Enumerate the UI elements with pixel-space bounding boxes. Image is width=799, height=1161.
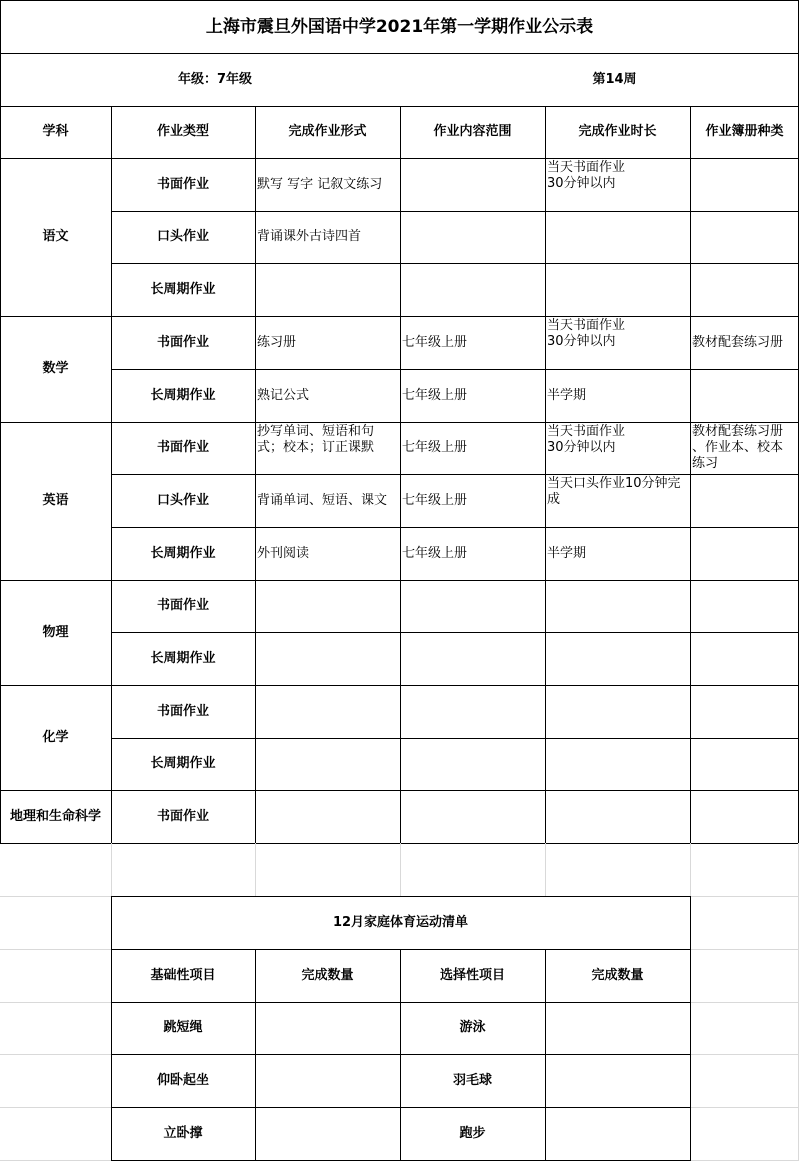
gridline-faint <box>400 843 401 896</box>
header-duration: 完成作业时长 <box>578 124 657 139</box>
homework-type-cell: 书面作业 <box>156 703 209 719</box>
exercise-optional-item: 游泳 <box>459 1020 486 1035</box>
grid-line <box>690 896 691 1161</box>
homework-form-cell <box>255 685 400 738</box>
homework-duration-cell <box>545 685 690 738</box>
grid-line <box>111 211 799 212</box>
exercise-optional-item: 羽毛球 <box>452 1072 492 1088</box>
homework-scope-cell <box>400 211 545 263</box>
gridline-faint <box>0 1002 111 1003</box>
grid-line <box>111 106 112 844</box>
grid-line <box>111 1054 691 1055</box>
homework-books-cell <box>690 527 799 580</box>
homework-duration-cell <box>545 632 690 685</box>
subject-cell: 数学 <box>42 361 69 376</box>
gridline-faint <box>690 1002 799 1003</box>
gridline-faint <box>690 843 691 896</box>
exercise-header-basic: 基础性项目 <box>150 967 216 983</box>
homework-scope-cell <box>400 632 545 685</box>
homework-form-cell <box>255 790 400 843</box>
subject-cell: 化学 <box>42 729 69 745</box>
subject-cell: 英语 <box>42 493 69 508</box>
homework-duration-cell <box>545 580 690 632</box>
homework-duration-cell <box>545 790 690 843</box>
homework-duration-cell: 当天书面作业 30分钟以内 <box>547 160 626 191</box>
gridline-faint <box>0 949 111 950</box>
exercise-title: 12月家庭体育运动清单 <box>332 914 469 930</box>
homework-type-cell: 长周期作业 <box>150 545 216 561</box>
homework-books-cell: 教材配套练习册 <box>692 334 784 350</box>
grid-line <box>545 106 546 844</box>
grid-line <box>111 474 799 475</box>
grid-line <box>0 0 1 844</box>
homework-scope-cell: 七年级上册 <box>402 545 468 561</box>
homework-books-cell <box>690 738 799 790</box>
homework-scope-cell <box>400 580 545 632</box>
homework-duration-cell <box>545 738 690 790</box>
homework-duration-cell: 当天书面作业 30分钟以内 <box>547 318 626 349</box>
grid-line <box>111 738 799 739</box>
homework-scope-cell: 七年级上册 <box>402 387 468 403</box>
homework-scope-cell <box>400 158 545 211</box>
homework-type-cell: 长周期作业 <box>150 281 216 297</box>
homework-books-cell <box>690 474 799 527</box>
homework-type-cell: 口头作业 <box>156 229 209 244</box>
grid-line <box>111 1107 691 1108</box>
subject-cell: 语文 <box>42 229 69 244</box>
week-label: 第14周 <box>592 71 637 87</box>
homework-form-cell: 背诵课外古诗四首 <box>257 229 362 244</box>
homework-form-cell: 练习册 <box>257 334 297 350</box>
homework-type-cell: 长周期作业 <box>150 387 216 403</box>
gridline-faint <box>0 1054 111 1055</box>
homework-form-cell <box>255 580 400 632</box>
grid-line <box>400 949 401 1161</box>
homework-duration-cell: 当天口头作业10分钟完 成 <box>547 476 681 507</box>
grid-line <box>0 53 799 54</box>
exercise-basic-count <box>255 1107 400 1160</box>
gridline-faint <box>690 1107 799 1108</box>
subject-cell: 物理 <box>42 624 69 640</box>
grade-label: 年级：7年级 <box>177 71 253 87</box>
grid-line <box>111 263 799 264</box>
grid-line <box>255 106 256 844</box>
homework-type-cell: 书面作业 <box>156 334 209 350</box>
grid-line <box>111 369 799 370</box>
grid-line <box>690 106 691 844</box>
homework-duration-cell: 当天书面作业 30分钟以内 <box>547 424 626 455</box>
gridline-faint <box>0 1107 111 1108</box>
homework-type-cell: 书面作业 <box>156 176 209 192</box>
homework-scope-cell <box>400 263 545 316</box>
grid-line <box>111 527 799 528</box>
grid-line <box>111 632 799 633</box>
homework-type-cell: 口头作业 <box>156 492 209 508</box>
grid-line <box>545 949 546 1161</box>
homework-scope-cell <box>400 738 545 790</box>
exercise-basic-item: 立卧撑 <box>163 1125 203 1141</box>
homework-books-cell <box>690 263 799 316</box>
homework-scope-cell: 七年级上册 <box>402 334 468 350</box>
homework-books-cell <box>690 580 799 632</box>
homework-scope-cell <box>400 685 545 738</box>
exercise-header-optional-count: 完成数量 <box>591 967 644 983</box>
homework-books-cell <box>690 632 799 685</box>
homework-duration-cell: 半学期 <box>547 545 587 561</box>
homework-form-cell: 外刊阅读 <box>257 545 310 561</box>
exercise-optional-count <box>545 1054 690 1107</box>
homework-books-cell <box>690 158 799 211</box>
exercise-optional-count <box>545 1107 690 1160</box>
homework-duration-cell: 半学期 <box>547 387 587 403</box>
exercise-optional-count <box>545 1002 690 1054</box>
header-books: 作业簿册种类 <box>705 124 784 139</box>
homework-form-cell <box>255 632 400 685</box>
homework-form-cell: 熟记公式 <box>257 387 310 403</box>
homework-form-cell: 背诵单词、短语、课文 <box>257 492 388 508</box>
homework-form-cell <box>255 738 400 790</box>
homework-scope-cell <box>400 790 545 843</box>
exercise-basic-count <box>255 1054 400 1107</box>
homework-type-cell: 长周期作业 <box>150 756 216 771</box>
homework-type-cell: 书面作业 <box>156 440 209 455</box>
homework-books-cell <box>690 685 799 738</box>
homework-form-cell: 抄写单词、短语和句 式；校本；订正课默 <box>257 424 375 455</box>
homework-type-cell: 长周期作业 <box>150 650 216 666</box>
exercise-header-basic-count: 完成数量 <box>301 967 354 983</box>
grid-line <box>111 896 112 1161</box>
grid-line <box>111 1002 691 1003</box>
gridline-faint <box>255 843 256 896</box>
grid-line <box>0 0 799 1</box>
homework-books-cell: 教材配套练习册 、作业本、校本 练习 <box>692 424 784 471</box>
subject-cell: 地理和生命科学 <box>9 808 101 824</box>
homework-type-cell: 书面作业 <box>156 598 209 613</box>
grid-line <box>111 896 691 897</box>
gridline-faint <box>545 843 546 896</box>
homework-books-cell <box>690 211 799 263</box>
exercise-header-optional: 选择性项目 <box>439 967 505 983</box>
homework-type-cell: 书面作业 <box>156 808 209 824</box>
homework-duration-cell <box>545 263 690 316</box>
homework-books-cell <box>690 369 799 422</box>
grid-line <box>255 949 256 1161</box>
page-title: 上海市震旦外国语中学2021年第一学期作业公示表 <box>205 16 594 37</box>
exercise-basic-item: 仰卧起坐 <box>156 1072 209 1088</box>
exercise-optional-item: 跑步 <box>459 1125 486 1141</box>
gridline-faint <box>690 949 799 950</box>
grid-line <box>111 949 691 950</box>
header-type: 作业类型 <box>156 124 209 139</box>
grid-line <box>400 106 401 844</box>
homework-scope-cell: 七年级上册 <box>402 440 468 455</box>
exercise-basic-count <box>255 1002 400 1054</box>
gridline-faint <box>690 1054 799 1055</box>
homework-scope-cell: 七年级上册 <box>402 492 468 508</box>
header-scope: 作业内容范围 <box>433 124 512 139</box>
gridline-faint <box>111 843 112 896</box>
homework-duration-cell <box>545 211 690 263</box>
header-subject: 学科 <box>42 124 69 139</box>
header-form: 完成作业形式 <box>288 124 367 139</box>
homework-books-cell <box>690 790 799 843</box>
homework-form-cell: 默写 写字 记叙文练习 <box>257 176 383 192</box>
exercise-basic-item: 跳短绳 <box>163 1020 203 1035</box>
homework-form-cell <box>255 263 400 316</box>
